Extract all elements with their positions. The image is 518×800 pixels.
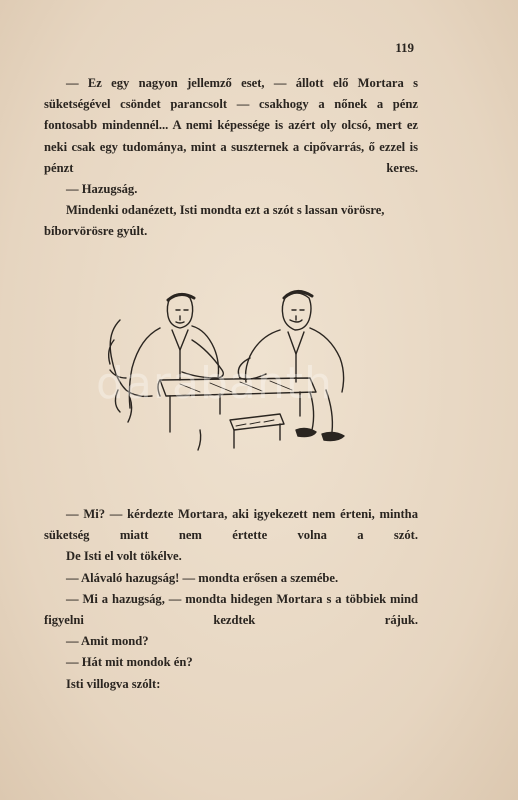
paragraph: — Mi? — kérdezte Mortara, aki igyekezett nem érteni, mintha süketség miatt nem értette volna a szót. <box>44 507 418 543</box>
text-block-top <box>44 73 418 243</box>
paragraph: Isti villogva szólt: <box>66 676 161 691</box>
page-number: 119 <box>395 40 414 55</box>
watermark: darabanth <box>96 358 333 409</box>
text-block-bottom <box>44 504 418 695</box>
paragraph: — Alávaló hazugság! — mondta erősen a szemébe. <box>66 570 339 585</box>
paragraph: — Hazugság. <box>66 182 138 197</box>
paragraph: De Isti el volt tökélve. <box>66 549 182 564</box>
paragraph: — Hát mit mondok én? <box>66 655 193 670</box>
paragraph: Mindenki odanézett, Isti mondta ezt a szót s lassan vörösre, bíborvörösre gyúlt. <box>44 203 385 239</box>
paragraph: — Mi a hazugság, — mondta hidegen Mortara s a többiek mind figyelni kezdtek rájuk. <box>44 591 418 628</box>
paragraph: — Ez egy nagyon jellemző eset, — állott elő Mortara s süketségével csöndet parancsolt — csakhogy a nőnek a pénz fontosabb mindennél... A nemi képessége is azért oly olcsó, mert ez neki csak egy tudománya, mint a suszternek a cipővarrás, ő ezzel is pénzt keres. <box>44 76 418 175</box>
illustration-two-men-at-table <box>100 280 360 460</box>
paragraph: — Amit mond? <box>66 634 149 649</box>
